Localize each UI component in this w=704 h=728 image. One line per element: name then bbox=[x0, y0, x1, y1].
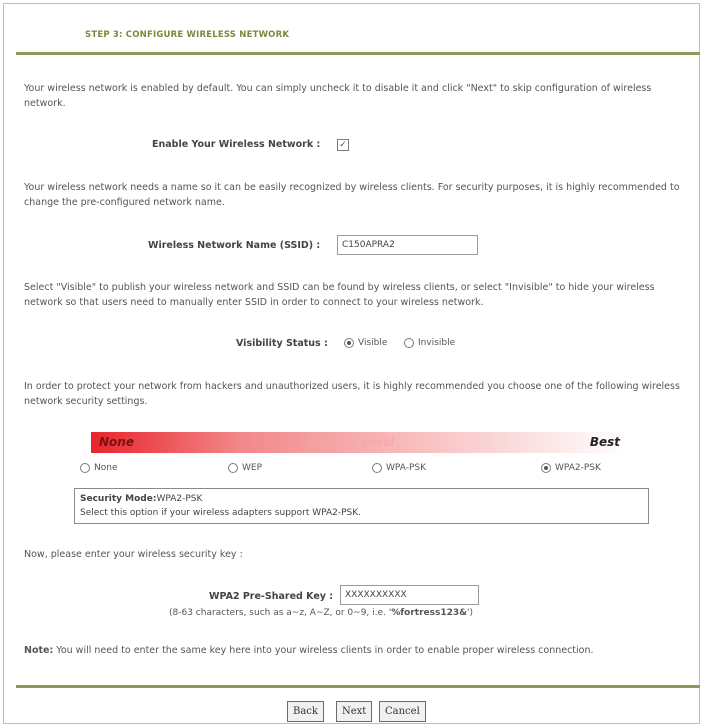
security-none-label: None bbox=[94, 463, 118, 473]
invisible-radio[interactable] bbox=[404, 338, 414, 348]
security-wpa2-psk-label: WPA2-PSK bbox=[555, 463, 601, 473]
security-mode-box bbox=[74, 488, 649, 524]
security-mode-value: WPA2-PSK bbox=[156, 494, 203, 504]
security-mode-label: Security Mode: bbox=[80, 494, 157, 504]
wizard-frame bbox=[3, 3, 700, 724]
ssid-input[interactable] bbox=[337, 235, 478, 255]
security-wpa-psk-radio[interactable] bbox=[372, 463, 382, 473]
enable-wireless-label: Enable Your Wireless Network : bbox=[152, 139, 321, 150]
cancel-button[interactable]: Cancel bbox=[379, 701, 426, 722]
psk-label: WPA2 Pre-Shared Key : bbox=[209, 591, 334, 602]
ssid-description: Your wireless network needs a name so it can be easily recognized by wireless clients. For security purposes, it is highly recommended to change the pre-configured network name. bbox=[24, 182, 680, 208]
invisible-radio-label: Invisible bbox=[418, 338, 456, 348]
note-label: Note: bbox=[24, 645, 54, 656]
next-button[interactable]: Next bbox=[336, 701, 372, 722]
security-level-bar bbox=[91, 432, 628, 453]
top-divider bbox=[16, 52, 700, 55]
security-none-radio[interactable] bbox=[80, 463, 90, 473]
security-mode-line bbox=[80, 492, 643, 506]
back-button[interactable]: Back bbox=[287, 701, 324, 722]
security-wpa-psk-label: WPA-PSK bbox=[386, 463, 426, 473]
bottom-divider bbox=[16, 685, 700, 688]
psk-hint bbox=[169, 608, 473, 618]
security-mode-description: Select this option if your wireless adapters support WPA2-PSK. bbox=[80, 508, 362, 518]
enable-wireless-checkbox[interactable]: ✓ bbox=[337, 139, 349, 151]
psk-input[interactable] bbox=[340, 585, 479, 605]
note-body: You will need to enter the same key here into your wireless clients in order to enable proper wireless connection. bbox=[53, 645, 594, 656]
step-title: STEP 3: CONFIGURE WIRELESS NETWORK bbox=[85, 30, 290, 40]
psk-hint-example: %fortress123& bbox=[391, 608, 467, 618]
security-wep-radio[interactable] bbox=[228, 463, 238, 473]
key-prompt: Now, please enter your wireless security key : bbox=[24, 549, 243, 560]
visibility-description: Select "Visible" to publish your wireless network and SSID can be found by wireless clients, or select "Invisible" to hide your wireless network so that users need to manually enter SSID in order to connect to your wireless network. bbox=[24, 282, 655, 308]
security-wpa2-psk-radio[interactable] bbox=[541, 463, 551, 473]
psk-hint-prefix: (8-63 characters, such as a~z, A~Z, or 0~9, i.e. ' bbox=[169, 608, 392, 618]
note-text bbox=[24, 643, 692, 658]
psk-hint-suffix: ') bbox=[467, 608, 473, 618]
security-wep-label: WEP bbox=[242, 463, 263, 473]
ssid-label: Wireless Network Name (SSID) : bbox=[148, 240, 321, 251]
security-bar-level-label: Security Level bbox=[309, 435, 394, 449]
visibility-label: Visibility Status : bbox=[236, 338, 328, 349]
visible-radio[interactable] bbox=[344, 338, 354, 348]
security-description: In order to protect your network from hackers and unauthorized users, it is highly recommended you choose one of the following wireless network security settings. bbox=[24, 381, 680, 407]
security-bar-best-label: Best bbox=[589, 435, 620, 449]
intro-text: Your wireless network is enabled by default. You can simply uncheck it to disable it and click "Next" to skip configuration of wireless network. bbox=[24, 83, 652, 109]
visible-radio-label: Visible bbox=[358, 338, 388, 348]
security-bar-none-label: None bbox=[99, 435, 134, 449]
